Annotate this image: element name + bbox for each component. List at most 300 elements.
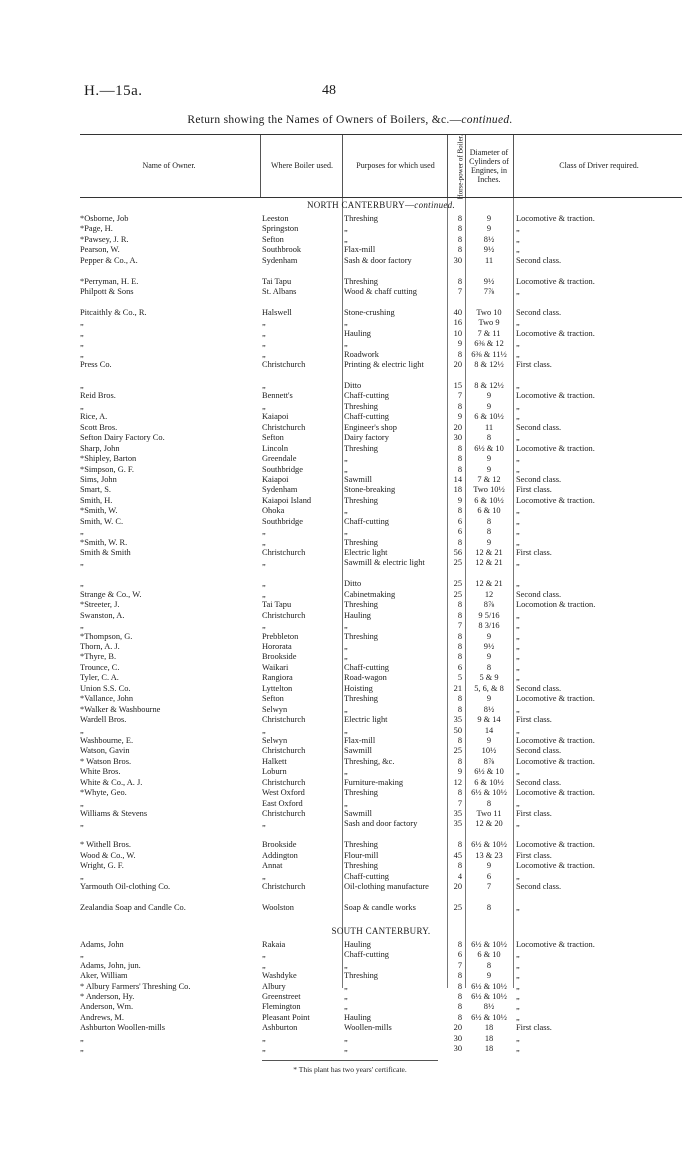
owner-cell: Smith & Smith	[80, 548, 131, 558]
diameter-cell: 8	[486, 527, 492, 537]
table-row	[80, 663, 682, 673]
table-row	[80, 391, 682, 401]
where-cell: „	[262, 819, 266, 829]
owner-cell: Trounce, C.	[80, 662, 120, 672]
diameter-cell: 8½	[483, 1002, 495, 1012]
owner-cell: *Shipley, Barton	[80, 454, 137, 464]
horse-power-cell: 7	[457, 391, 462, 401]
where-cell: Washdyke	[262, 971, 297, 981]
diameter-cell: 9	[486, 735, 492, 745]
diameter-cell: 10½	[481, 746, 497, 756]
table-title	[0, 114, 700, 126]
where-cell: Leeston	[262, 214, 289, 223]
horse-power-cell: 6	[457, 950, 462, 960]
owner-cell: Adams, John	[80, 939, 124, 949]
purpose-cell: Sawmill & electric light	[344, 558, 425, 568]
purpose-cell: Flour-mill	[344, 850, 379, 860]
where-cell: „	[262, 401, 266, 411]
owner-cell: Anderson, Wm.	[80, 1002, 134, 1012]
horse-power-cell: 8	[457, 610, 462, 620]
diameter-cell: 9½	[483, 642, 495, 651]
diameter-cell: 5, 6, & 8	[474, 683, 504, 693]
driver-class-cell: Locomotive & traction.	[516, 861, 595, 871]
table-row	[80, 527, 682, 537]
diameter-cell: 6½ & 10	[474, 767, 504, 777]
driver-class-cell: Second class.	[516, 746, 562, 756]
purpose-cell: Threshing	[344, 631, 378, 641]
purpose-cell: Electric light	[344, 715, 388, 725]
driver-class-cell: „	[516, 454, 520, 464]
driver-class-cell: Second class.	[516, 307, 562, 317]
driver-class-cell: Locomotive & traction.	[516, 735, 595, 745]
where-cell: „	[262, 339, 266, 349]
diameter-cell: 6 & 10½	[474, 777, 504, 787]
table-body	[80, 198, 682, 1055]
driver-class-cell: „	[516, 971, 520, 981]
where-cell: Lincoln	[262, 443, 289, 453]
horse-power-cell: 30	[453, 1033, 462, 1043]
driver-class-cell: „	[516, 433, 520, 443]
header-horse-power: Horse-power of Boiler.	[456, 134, 465, 200]
where-cell: Prebbleton	[262, 631, 299, 641]
horse-power-cell: 9	[457, 339, 462, 349]
owner-cell: „	[80, 819, 84, 829]
diameter-cell: 6	[486, 871, 492, 881]
diameter-cell: 9	[486, 652, 492, 662]
table-row	[80, 1023, 682, 1033]
driver-class-cell: Locomotive & traction.	[516, 276, 595, 286]
driver-class-cell: „	[516, 981, 520, 991]
where-cell: Waikari	[262, 662, 289, 672]
purpose-cell: Chaff-cutting	[344, 950, 389, 960]
horse-power-cell: 50	[453, 725, 462, 735]
horse-power-cell: 8	[457, 454, 462, 464]
horse-power-cell: 30	[453, 255, 462, 265]
driver-class-cell: „	[516, 506, 520, 516]
owner-cell: Williams & Stevens	[80, 809, 148, 818]
where-cell: Greendale	[262, 454, 297, 464]
driver-class-cell: First class.	[516, 485, 552, 495]
table-row	[80, 819, 682, 840]
owner-cell: Adams, John, jun.	[80, 960, 141, 970]
diameter-cell: 7	[486, 882, 492, 892]
purpose-cell: Oil-clothing manufacture	[344, 882, 429, 892]
owner-cell: „	[80, 1044, 84, 1054]
diameter-cell: 9	[486, 537, 492, 547]
driver-class-cell: „	[516, 412, 520, 422]
driver-class-cell: „	[516, 767, 520, 777]
driver-class-cell: Locomotive & traction.	[516, 840, 595, 850]
where-cell: „	[262, 381, 266, 391]
table-row	[80, 673, 682, 683]
horse-power-cell: 6	[457, 527, 462, 537]
where-cell: Ohoka	[262, 506, 285, 516]
owner-cell: Sefton Dairy Factory Co.	[80, 433, 165, 443]
where-cell: Christchurch	[262, 548, 306, 558]
diameter-cell: 6⅜ & 12	[474, 339, 504, 349]
purpose-cell: Threshing	[344, 861, 378, 871]
purpose-cell: „	[344, 506, 348, 516]
where-cell: Ashburton	[262, 1023, 298, 1033]
horse-power-cell: 8	[457, 788, 462, 798]
owner-cell: „	[80, 725, 84, 735]
owner-cell: Pitcaithly & Co., R.	[80, 307, 147, 317]
where-cell: „	[262, 1033, 266, 1043]
owner-cell: Aker, William	[80, 971, 128, 981]
driver-class-cell: „	[516, 287, 520, 297]
document-reference: H.—15a.	[84, 83, 143, 99]
table-row	[80, 982, 682, 992]
where-cell: Rakaia	[262, 939, 286, 949]
horse-power-cell: 45	[453, 850, 462, 860]
horse-power-cell: 8	[457, 756, 462, 766]
owner-cell: Wright, G. F.	[80, 861, 124, 871]
purpose-cell: Flax-mill	[344, 245, 376, 255]
where-cell: Sefton	[262, 234, 284, 244]
owner-cell: Philpott & Sons	[80, 287, 134, 297]
purpose-cell: Dairy factory	[344, 433, 389, 443]
where-cell: Christchurch	[262, 715, 306, 725]
owner-cell: Washbourne, E.	[80, 735, 134, 745]
diameter-cell: 8 & 12½	[474, 360, 504, 370]
where-cell: „	[262, 349, 266, 359]
horse-power-cell: 21	[453, 683, 462, 693]
purpose-cell: Chaff-cutting	[344, 871, 389, 881]
table-title-main: Return showing the Names of Owners of Boilers, &c.—	[187, 114, 462, 126]
purpose-cell: „	[344, 454, 348, 464]
diameter-cell: 6 & 10	[477, 506, 501, 516]
horse-power-cell: 8	[457, 939, 462, 949]
horse-power-cell: 9	[457, 412, 462, 422]
owner-cell: *Smith, W.	[80, 506, 118, 516]
diameter-cell: 6 & 10	[477, 950, 501, 960]
where-cell: „	[262, 871, 266, 881]
owner-cell: Rice, A.	[80, 412, 108, 422]
purpose-cell: „	[344, 621, 348, 631]
where-cell: Springston	[262, 224, 299, 234]
horse-power-cell: 6	[457, 662, 462, 672]
purpose-cell: Flax-mill	[344, 735, 376, 745]
where-cell: Sydenham	[262, 485, 298, 495]
owner-cell: *Perryman, H. E.	[80, 276, 139, 286]
owner-cell: *Osborne, Job	[80, 214, 129, 223]
table-row	[80, 287, 682, 308]
purpose-cell: Threshing	[344, 214, 378, 223]
owner-cell: *Pawsey, J. R.	[80, 234, 129, 244]
diameter-cell: 7 & 12	[477, 474, 501, 484]
table-row	[80, 360, 682, 381]
horse-power-cell: 7	[457, 798, 462, 808]
purpose-cell: Threshing	[344, 788, 378, 798]
where-cell: Hororata	[262, 642, 292, 651]
driver-class-cell: „	[516, 704, 520, 714]
diameter-cell: 6 & 10½	[474, 412, 504, 422]
table-row	[80, 465, 682, 475]
diameter-cell: 6½ & 10½	[471, 1012, 507, 1022]
table-row	[80, 971, 682, 981]
purpose-cell: Wood & chaff cutting	[344, 287, 417, 297]
purpose-cell: Threshing	[344, 600, 378, 610]
where-cell: „	[262, 960, 266, 970]
owner-cell: Sims, John	[80, 474, 117, 484]
where-cell: Annat	[262, 861, 283, 871]
where-cell: Southbridge	[262, 516, 303, 526]
horse-power-cell: 15	[453, 381, 462, 391]
owner-cell: *Thyre, B.	[80, 652, 117, 662]
table-row	[80, 621, 682, 631]
footnote: * This plant has two years' certificate.	[293, 1065, 407, 1074]
horse-power-cell: 20	[453, 360, 462, 370]
owner-cell: „	[80, 871, 84, 881]
driver-class-cell: Locomotive & traction.	[516, 788, 595, 798]
purpose-cell: Sawmill	[344, 746, 372, 756]
purpose-cell: „	[344, 642, 348, 651]
table-row	[80, 339, 682, 349]
where-cell: „	[262, 725, 266, 735]
diameter-cell: 12	[484, 589, 494, 599]
driver-class-cell: Locomotive & traction.	[516, 495, 595, 505]
driver-class-cell: „	[516, 1002, 520, 1012]
driver-class-cell: „	[516, 1044, 520, 1054]
diameter-cell: 8	[486, 516, 492, 526]
horse-power-cell: 14	[453, 474, 462, 484]
table-row	[80, 423, 682, 433]
header-where: Where Boiler used.	[271, 161, 333, 171]
purpose-cell: Ditto	[344, 381, 362, 391]
purpose-cell: Cabinetmaking	[344, 589, 396, 599]
horse-power-cell: 8	[457, 464, 462, 474]
purpose-cell: Threshing	[344, 840, 378, 850]
driver-class-cell: „	[516, 339, 520, 349]
owner-cell: *Walker & Washbourne	[80, 704, 161, 714]
driver-class-cell: Second class.	[516, 882, 562, 892]
table-row	[80, 872, 682, 882]
where-cell: „	[262, 328, 266, 338]
table-row	[80, 433, 682, 443]
diameter-cell: 6½ & 10½	[471, 992, 507, 1002]
table-row	[80, 642, 682, 652]
table-row	[80, 308, 682, 318]
driver-class-cell: „	[516, 631, 520, 641]
driver-class-cell: „	[516, 516, 520, 526]
horse-power-cell: 20	[453, 1023, 462, 1033]
owner-cell: Yarmouth Oil-clothing Co.	[80, 882, 171, 892]
driver-class-cell: Second class.	[516, 255, 562, 265]
driver-class-cell: „	[516, 652, 520, 662]
purpose-cell: „	[344, 652, 348, 662]
owner-cell: * Albury Farmers' Threshing Co.	[80, 981, 191, 991]
owner-cell: * Withell Bros.	[80, 840, 131, 850]
table-row	[80, 840, 682, 850]
driver-class-cell: „	[516, 245, 520, 255]
where-cell: „	[262, 579, 266, 589]
purpose-cell: Threshing	[344, 537, 378, 547]
diameter-cell: 6⅜ & 11½	[471, 349, 507, 359]
horse-power-cell: 25	[453, 579, 462, 589]
driver-class-cell: Second class.	[516, 683, 562, 693]
table-row	[80, 485, 682, 495]
page-number: 48	[322, 83, 336, 98]
diameter-cell: 8	[486, 798, 492, 808]
section-title-continued: continued.	[414, 200, 456, 210]
purpose-cell: Chaff-cutting	[344, 412, 389, 422]
table-row	[80, 851, 682, 861]
table-row	[80, 496, 682, 506]
driver-class-cell: Second class.	[516, 777, 562, 787]
purpose-cell: Sawmill	[344, 809, 372, 818]
driver-class-cell: „	[516, 950, 520, 960]
diameter-cell: 9	[486, 454, 492, 464]
horse-power-cell: 8	[457, 600, 462, 610]
horse-power-cell: 8	[457, 234, 462, 244]
where-cell: Lyttelton	[262, 683, 293, 693]
horse-power-cell: 8	[457, 992, 462, 1002]
where-cell: Addington	[262, 850, 298, 860]
horse-power-cell: 8	[457, 652, 462, 662]
owner-cell: * Watson Bros.	[80, 756, 132, 766]
owner-cell: Thorn, A. J.	[80, 642, 120, 651]
where-cell: „	[262, 950, 266, 960]
diameter-cell: 18	[484, 1033, 494, 1043]
horse-power-cell: 30	[453, 1044, 462, 1054]
purpose-cell: Chaff-cutting	[344, 662, 389, 672]
table-row	[80, 694, 682, 704]
diameter-cell: Two 9	[478, 318, 500, 328]
table-row	[80, 736, 682, 746]
where-cell: Albury	[262, 981, 286, 991]
boiler-owners-table	[80, 134, 682, 1054]
owner-cell: „	[80, 328, 84, 338]
where-cell: Sefton	[262, 694, 284, 704]
table-row	[80, 715, 682, 725]
diameter-cell: 11	[484, 255, 494, 265]
diameter-cell: 8⅞	[483, 600, 495, 610]
table-row	[80, 475, 682, 485]
table-row	[80, 548, 682, 558]
diameter-cell: 14	[484, 725, 494, 735]
owner-cell: *Vallance, John	[80, 694, 134, 704]
table-row	[80, 684, 682, 694]
driver-class-cell: Locomotive & traction.	[516, 939, 595, 949]
diameter-cell: 18	[484, 1044, 494, 1054]
horse-power-cell: 8	[457, 704, 462, 714]
purpose-cell: „	[344, 725, 348, 735]
owner-cell: Reid Bros.	[80, 391, 116, 401]
where-cell: Greenstreet	[262, 992, 301, 1002]
owner-cell: *Whyte, Geo.	[80, 788, 127, 798]
driver-class-cell: „	[516, 871, 520, 881]
table-row	[80, 538, 682, 548]
purpose-cell: Threshing	[344, 443, 378, 453]
diameter-cell: 6½ & 10½	[471, 788, 507, 798]
diameter-cell: 9	[486, 401, 492, 411]
where-cell: Selwyn	[262, 735, 288, 745]
where-cell: Loburn	[262, 767, 287, 777]
purpose-cell: Chaff-cutting	[344, 516, 389, 526]
horse-power-cell: 8	[457, 224, 462, 234]
owner-cell: „	[80, 950, 84, 960]
purpose-cell: Furniture-making	[344, 777, 404, 787]
table-row	[80, 882, 682, 903]
purpose-cell: Sawmill	[344, 474, 372, 484]
driver-class-cell: First class.	[516, 809, 552, 818]
diameter-cell: 9	[486, 391, 492, 401]
horse-power-cell: 8	[457, 276, 462, 286]
horse-power-cell: 8	[457, 401, 462, 411]
owner-cell: „	[80, 527, 84, 537]
owner-cell: *Thompson, G.	[80, 631, 133, 641]
owner-cell: Zealandia Soap and Candle Co.	[80, 902, 186, 912]
owner-cell: Scott Bros.	[80, 422, 118, 432]
owner-cell: Sharp, John	[80, 443, 120, 453]
horse-power-cell: 20	[453, 882, 462, 892]
diameter-cell: 9	[486, 224, 492, 234]
driver-class-cell: Locomotive & traction.	[516, 391, 595, 401]
purpose-cell: Stone-breaking	[344, 485, 396, 495]
purpose-cell: Soap & candle works	[344, 902, 416, 912]
driver-class-cell: „	[516, 960, 520, 970]
where-cell: Christchurch	[262, 610, 306, 620]
header-diameter: Diameter of Cylinders of Engines, in Inches.	[469, 147, 509, 185]
where-cell: Sefton	[262, 433, 284, 443]
purpose-cell: „	[344, 339, 348, 349]
section-title: SOUTH CANTERBURY.	[331, 925, 431, 936]
where-cell: Kaiapoi	[262, 412, 289, 422]
table-row	[80, 517, 682, 527]
horse-power-cell: 40	[453, 307, 462, 317]
owner-cell: *Streeter, J.	[80, 600, 120, 610]
driver-class-cell: „	[516, 642, 520, 651]
owner-cell: *Simpson, G. F.	[80, 464, 135, 474]
table-row	[80, 318, 682, 328]
driver-class-cell: „	[516, 349, 520, 359]
purpose-cell: „	[344, 798, 348, 808]
purpose-cell: „	[344, 1002, 348, 1012]
table-row	[80, 1034, 682, 1044]
horse-power-cell: 35	[453, 819, 462, 829]
diameter-cell: 8½	[483, 704, 495, 714]
diameter-cell: 9	[486, 694, 492, 704]
diameter-cell: 18	[484, 1023, 494, 1033]
driver-class-cell: „	[516, 224, 520, 234]
diameter-cell: 12 & 21	[475, 548, 503, 558]
horse-power-cell: 8	[457, 642, 462, 651]
horse-power-cell: 12	[453, 777, 462, 787]
driver-class-cell: „	[516, 537, 520, 547]
horse-power-cell: 30	[453, 433, 462, 443]
where-cell: Christchurch	[262, 882, 306, 892]
diameter-cell: 9 5/16	[478, 610, 500, 620]
diameter-cell: 8½	[483, 234, 495, 244]
horse-power-cell: 8	[457, 840, 462, 850]
where-cell: „	[262, 558, 266, 568]
where-cell: Southbrook	[262, 245, 302, 255]
purpose-cell: „	[344, 960, 348, 970]
table-row	[80, 381, 682, 391]
table-row	[80, 1044, 682, 1054]
where-cell: Woolston	[262, 902, 294, 912]
driver-class-cell: First class.	[516, 715, 552, 725]
horse-power-cell: 20	[453, 422, 462, 432]
table-row	[80, 799, 682, 809]
table-row	[80, 256, 682, 277]
table-row	[80, 1013, 682, 1023]
where-cell: „	[262, 318, 266, 328]
owner-cell: Pepper & Co., A.	[80, 255, 138, 265]
where-cell: „	[262, 537, 266, 547]
owner-cell: Watson, Gavin	[80, 746, 130, 756]
driver-class-cell: „	[516, 819, 520, 829]
